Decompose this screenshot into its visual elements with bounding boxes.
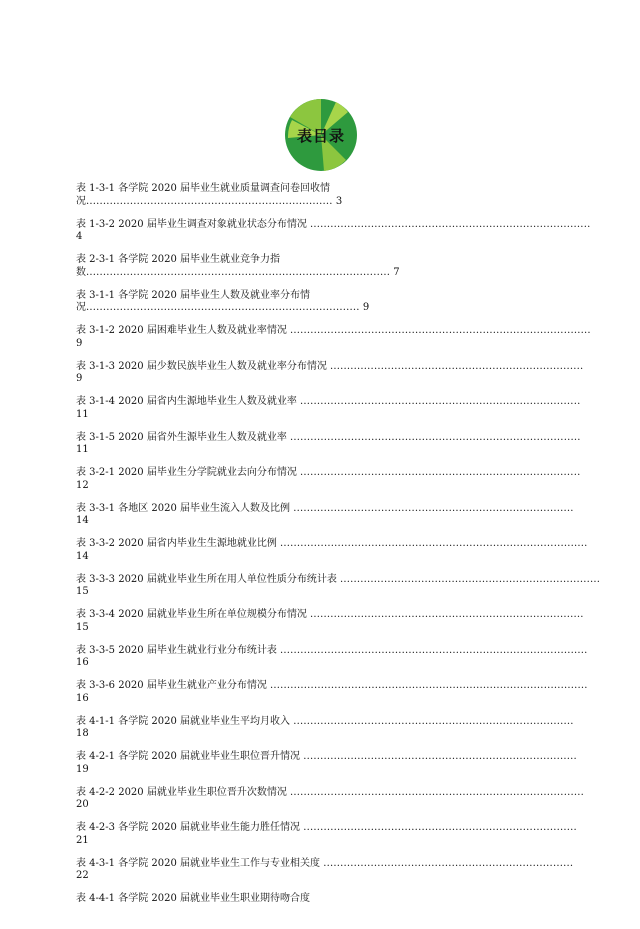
toc-leader-dots: ................................................................................. xyxy=(86,302,360,313)
toc-entry-line xyxy=(76,502,574,516)
toc-entry-title: 表 3-3-4 2020 届就业毕业生所在单位规模分布情况 xyxy=(76,609,311,620)
toc-entry-title: 表 4-1-1 各学院 2020 届就业毕业生平均月收入 xyxy=(76,715,294,727)
toc-page-number: 14 xyxy=(76,550,89,562)
toc-page-number: 11 xyxy=(76,408,89,420)
toc-entry[interactable] xyxy=(76,431,581,457)
toc-entry-line xyxy=(76,218,591,232)
toc-entry-title: 表 4-2-2 2020 届就业毕业生职位晋升次数情况 xyxy=(76,786,291,798)
toc-entry[interactable] xyxy=(76,218,591,244)
toc-entry-line xyxy=(76,870,566,883)
toc-leader-dots: ....................................................................................... xyxy=(290,786,584,798)
toc-entry[interactable] xyxy=(76,290,566,315)
toc-entry[interactable] xyxy=(76,857,574,883)
toc-page-number: 18 xyxy=(76,728,89,739)
toc-page-number: 11 xyxy=(76,444,89,455)
toc-entry-title: 表 3-3-1 各地区 2020 届毕业生流入人数及比例 xyxy=(76,502,294,514)
toc-entry-line xyxy=(76,538,588,551)
toc-leader-dots: ................................................................................. xyxy=(310,609,584,620)
toc-leader-dots: ................................................................................... xyxy=(293,502,574,514)
toc-entry-line xyxy=(76,835,566,848)
toc-page-number: 16 xyxy=(76,657,89,668)
toc-entry-line xyxy=(76,467,581,480)
toc-leader-dots: ................................................................................... xyxy=(293,715,574,727)
toc-entry-title: 表 3-2-1 2020 届毕业生分学院就业去向分布情况 xyxy=(76,467,301,478)
toc-entry[interactable] xyxy=(76,396,581,421)
toc-entry-line xyxy=(76,822,577,835)
toc-entry-line xyxy=(76,751,577,764)
toc-entry-line xyxy=(76,373,566,386)
toc-entry[interactable] xyxy=(76,254,566,279)
toc-entry-line xyxy=(76,693,566,706)
toc-page-number: 9 xyxy=(362,302,370,313)
toc-entry-line xyxy=(76,786,584,800)
toc-entry-line xyxy=(76,551,566,564)
toc-entry-line xyxy=(76,515,566,528)
toc-entry[interactable] xyxy=(76,325,591,350)
toc-entry-title: 表 3-3-2 2020 届省内毕业生生源地就业比例 xyxy=(76,538,281,549)
toc-entry-line xyxy=(76,857,574,871)
toc-entry-title: 表 3-1-5 2020 届省外生源毕业生人数及就业率 xyxy=(76,431,291,443)
toc-entry-line xyxy=(76,586,566,599)
toc-entry[interactable] xyxy=(76,680,588,705)
toc-page-number: 4 xyxy=(76,231,83,242)
toc-entry-line xyxy=(76,764,566,777)
toc-entry-title: 表 1-3-1 各学院 2020 届毕业生就业质量调查问卷回收情 xyxy=(76,183,331,194)
toc-leader-dots: ........................................................................... xyxy=(330,360,584,372)
toc-page-number: 9 xyxy=(76,373,83,384)
toc-entry[interactable] xyxy=(76,751,577,776)
toc-entry[interactable] xyxy=(76,822,577,847)
toc-entry[interactable] xyxy=(76,538,588,563)
toc-entry[interactable] xyxy=(76,502,574,528)
toc-entry-line xyxy=(76,893,566,906)
toc-entry-line xyxy=(76,431,581,445)
toc-entry[interactable] xyxy=(76,467,581,492)
toc-leader-dots: ................................................................................. xyxy=(303,822,577,833)
toc-entry-title: 表 4-2-3 各学院 2020 届就业毕业生能力胜任情况 xyxy=(76,822,304,833)
toc-page-number: 22 xyxy=(76,870,89,881)
toc-entry-title: 表 2-3-1 各学院 2020 届毕业生就业竞争力指 xyxy=(76,254,281,265)
toc-entry-title: 表 4-2-1 各学院 2020 届就业毕业生职位晋升情况 xyxy=(76,751,304,762)
toc-entry-title: 表 3-1-4 2020 届省内生源地毕业生人数及就业率 xyxy=(76,396,301,407)
toc-leader-dots: .......................................................................... xyxy=(323,857,574,869)
toc-entry-title: 表 4-4-1 各学院 2020 届就业毕业生职业期待吻合度 xyxy=(76,893,311,904)
toc-entry-line xyxy=(76,799,566,812)
toc-entry-title: 表 3-1-3 2020 届少数民族毕业生人数及就业率分布情况 xyxy=(76,360,331,372)
toc-entry-line xyxy=(76,715,574,729)
toc-entry-line xyxy=(76,409,566,422)
toc-entry-title: 表 3-3-6 2020 届毕业生就业产业分布情况 xyxy=(76,680,271,691)
toc-entry-line xyxy=(76,338,566,351)
toc-entry[interactable] xyxy=(76,609,584,634)
toc-entry-title-tail: 况 xyxy=(76,302,86,313)
toc-entry-title: 表 3-1-1 各学院 2020 届毕业生人数及就业率分布情 xyxy=(76,289,311,301)
toc-page-number: 15 xyxy=(76,586,89,597)
toc-entry[interactable] xyxy=(76,183,566,208)
toc-entry-title: 表 3-3-5 2020 届毕业生就业行业分布统计表 xyxy=(76,644,281,656)
toc-entry-line xyxy=(76,657,566,670)
toc-leader-dots: ........................................................................................... xyxy=(280,538,588,549)
toc-page-number: 3 xyxy=(335,195,343,207)
table-of-contents xyxy=(76,183,601,929)
toc-entry-line xyxy=(76,254,566,267)
toc-entry-line xyxy=(76,573,601,587)
toc-entry-line xyxy=(76,325,591,338)
toc-entry[interactable] xyxy=(76,893,566,918)
toc-page-number: 9 xyxy=(76,337,83,349)
toc-entry-line xyxy=(76,480,566,493)
toc-leader-dots: ................................................................................... xyxy=(300,396,581,407)
toc-leader-dots: ...................................................................................... xyxy=(290,431,581,443)
toc-entry-title: 表 3-1-2 2020 届困难毕业生人数及就业率情况 xyxy=(76,325,291,336)
toc-entry-line xyxy=(76,290,566,303)
toc-entry-line xyxy=(76,644,588,658)
toc-leader-dots: ......................................................................... xyxy=(86,195,333,207)
toc-entry-line xyxy=(76,183,566,196)
toc-leader-dots: .............................................................................................. xyxy=(270,680,588,691)
toc-leader-dots: .......................................................................................... xyxy=(86,266,391,278)
toc-entry[interactable] xyxy=(76,644,588,670)
toc-page-number: 20 xyxy=(76,799,89,810)
toc-entry-title: 表 1-3-2 2020 届毕业生调查对象就业状态分布情况 xyxy=(76,218,311,230)
toc-page-number: 7 xyxy=(393,266,400,278)
toc-page-number: 12 xyxy=(76,479,89,491)
toc-entry-line xyxy=(76,196,566,209)
toc-leader-dots: ................................................................................. xyxy=(303,751,577,762)
toc-entry[interactable] xyxy=(76,360,584,386)
toc-leader-dots: ......................................................................................... xyxy=(290,325,591,336)
page-title: 表目录 xyxy=(296,126,345,145)
toc-leader-dots: ................................................................................... xyxy=(310,218,591,230)
toc-entry-title: 表 4-3-1 各学院 2020 届就业毕业生工作与专业相关度 xyxy=(76,857,324,869)
toc-leader-dots: ............................................................................. xyxy=(340,573,601,585)
toc-entry-line xyxy=(76,680,588,693)
toc-entry-line xyxy=(76,622,566,635)
toc-entry-line xyxy=(76,302,566,315)
toc-entry-title: 表 3-3-3 2020 届就业毕业生所在用人单位性质分布统计表 xyxy=(76,573,341,585)
toc-entry-line xyxy=(76,396,581,409)
toc-entry-line xyxy=(76,444,566,457)
toc-entry-line xyxy=(76,267,566,280)
toc-entry-line xyxy=(76,906,566,919)
toc-entry-line xyxy=(76,360,584,374)
toc-entry-title-tail: 况 xyxy=(76,195,86,207)
toc-entry[interactable] xyxy=(76,786,584,812)
toc-entry-line xyxy=(76,728,566,741)
toc-page-number: 15 xyxy=(76,621,89,633)
toc-entry-line xyxy=(76,609,584,622)
toc-page-number: 19 xyxy=(76,763,89,775)
toc-page-number: 16 xyxy=(76,692,89,704)
toc-entry-line xyxy=(76,231,566,244)
toc-leader-dots: ........................................................................................... xyxy=(280,644,588,656)
toc-page-number: 14 xyxy=(76,515,89,526)
toc-entry[interactable] xyxy=(76,715,574,741)
toc-entry-title-tail: 数 xyxy=(76,266,86,278)
toc-page-number: 21 xyxy=(76,834,89,846)
toc-leader-dots: ................................................................................... xyxy=(300,467,581,478)
toc-entry[interactable] xyxy=(76,573,601,599)
